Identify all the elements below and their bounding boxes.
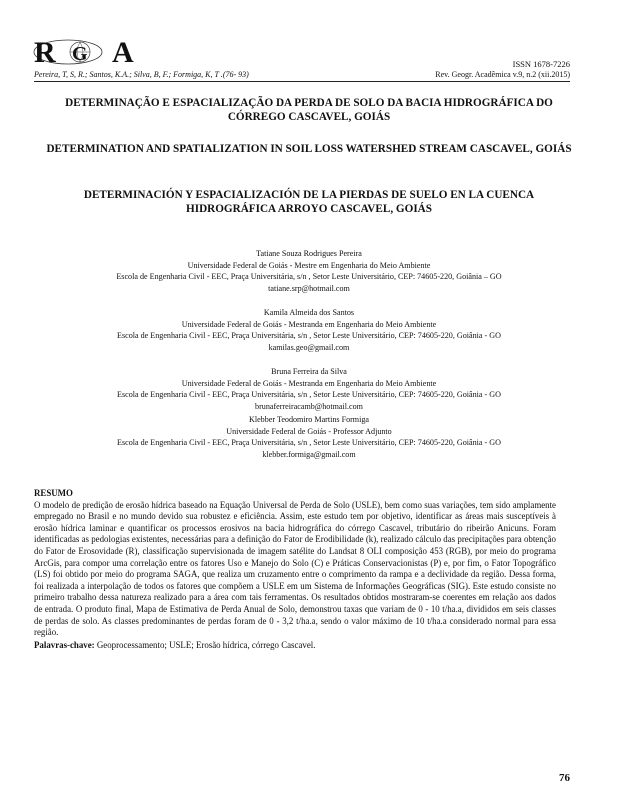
keywords-line xyxy=(34,640,556,652)
running-authors: Pereira, T, S, R.; Santos, K.A.; Silva, B, F.; Formiga, K, T .(76- 93) xyxy=(34,70,249,79)
journal-logo xyxy=(28,30,146,74)
title-portuguese: DETERMINAÇÃO E ESPACIALIZAÇÃO DA PERDA DE SOLO DA BACIA HIDROGRÁFICA DO CÓRREGO CASCAVEL, GOIÁS xyxy=(65,97,553,123)
logo-letter-r: R xyxy=(34,36,56,69)
abstract-heading: RESUMO xyxy=(34,488,73,498)
keywords-text: Geoprocessamento; USLE; Erosão hídrica, córrego Cascavel. xyxy=(96,639,316,650)
author-name: Kamila Almeida dos Santos xyxy=(263,308,355,317)
author-address: Escola de Engenharia Civil - EEC, Praça Universitária, s/n , Setor Leste Universitário, CEP: 74605-220, Goiânia - GO xyxy=(117,390,501,399)
logo-letter-a: A xyxy=(112,36,134,69)
author-block xyxy=(40,414,578,460)
running-header xyxy=(34,70,570,82)
author-block xyxy=(40,248,578,294)
author-email: tatiane.srp@hotmail.com xyxy=(268,283,350,293)
keywords-label: Palavras-chave: xyxy=(34,639,95,650)
author-affiliation: Universidade Federal de Goiás - Mestranda em Engenharia do Meio Ambiente xyxy=(181,319,437,329)
journal-reference: Rev. Geogr. Acadêmica v.9, n.2 (xii.2015) xyxy=(435,70,570,79)
author-name: Klebber Teodomiro Martins Formiga xyxy=(249,415,369,424)
issn: ISSN 1678-7226 xyxy=(512,59,570,69)
author-email: brunaferreiracamb@hotmail.com xyxy=(255,401,363,411)
author-email: klebber.formiga@gmail.com xyxy=(262,449,356,459)
author-address: Escola de Engenharia Civil - EEC, Praça Universitária, s/n , Setor Leste Universitário, CEP: 74605-220, Goiânia – GO xyxy=(116,272,502,281)
author-name: Bruna Ferreira da Silva xyxy=(271,367,347,376)
author-address: Escola de Engenharia Civil - EEC, Praça Universitária, s/n , Setor Leste Universitário, CEP: 74605-220, Goiânia - GO xyxy=(117,438,501,447)
title-spanish: DETERMINACIÓN Y ESPACIALIZACIÓN DE LA PIERDAS DE SUELO EN LA CUENCA HIDROGRÁFICA ARROYO CASCAVEL, GOIÁS xyxy=(83,189,535,215)
author-address: Escola de Engenharia Civil - EEC, Praça Universitária, s/n , Setor Leste Universitário, CEP: 74605-220, Goiânia - GO xyxy=(117,331,501,340)
author-block xyxy=(40,307,578,353)
author-affiliation: Universidade Federal de Goiás - Professor Adjunto xyxy=(226,426,392,436)
title-english: DETERMINATION AND SPATIALIZATION IN SOIL LOSS WATERSHED STREAM CASCAVEL, GOIÁS xyxy=(46,143,572,155)
abstract-text: O modelo de predição de erosão hídrica baseado na Equação Universal de Perda de Solo (USLE), bem como suas variações, tem sido amplamente empregado no Brasil e no mundo devido sua robustez e eficiência. Assim, este estudo tem por objetivo, identificar as áreas mais susceptíveis à erosão hídrica laminar e quantificar os processos erosivos na bacia hidrográfica do córrego Cascavel, tributário do ribeirão Anicuns. Foram identificadas as pedologias existentes, necessárias para a definição do Fator de Erodibilidade (k), realizado cálculo das precipitações para obtenção do Fator de Erosovidade (R), classificação supervisionada de imagem satélite do Landsat 8 OLI composição 453 (RGB), por meio do programa ArcGis, para compor uma correlação entre os fatores Uso e Manejo do Solo (C) e Práticas Conservacionistas (P) e, por fim, o Fator Topográfico (LS) foi obtido por meio do programa SAGA, que realiza um cruzamento entre o comprimento da rampa e a declividade da região. Dessa forma, foi realizada a interpolação de todos os fatores que compõem a USLE em um Sistema de Informações Geográficas (SIG). Este estudo consiste no primeiro trabalho dessa natureza realizado para a área com tais ferramentas. Os resultados obtidos mostraram-se coerentes em relação aos dados de entrada. O produto final, Mapa de Estimativa de Perda Anual de Solo, demonstrou taxas que variam de 0 - 10 t/ha.a, divididos em seis classes de perdas de solo. As classes predominantes de perdas foram de 0 - 3,2 t/ha.a, sendo o valor máximo de 10 t/ha.a considerado normal para essa região. xyxy=(34,499,556,638)
page-number: 76 xyxy=(559,772,570,784)
author-email: kamilas.geo@gmail.com xyxy=(268,342,350,352)
author-name: Tatiane Souza Rodrigues Pereira xyxy=(256,249,362,258)
author-affiliation: Universidade Federal de Goiás - Mestranda em Engenharia do Meio Ambiente xyxy=(181,378,437,388)
abstract-section xyxy=(34,488,556,651)
author-block xyxy=(40,366,578,412)
author-affiliation: Universidade Federal de Goiás - Mestre em Engenharia do Meio Ambiente xyxy=(187,260,431,270)
logo-letter-g: G xyxy=(72,43,88,65)
